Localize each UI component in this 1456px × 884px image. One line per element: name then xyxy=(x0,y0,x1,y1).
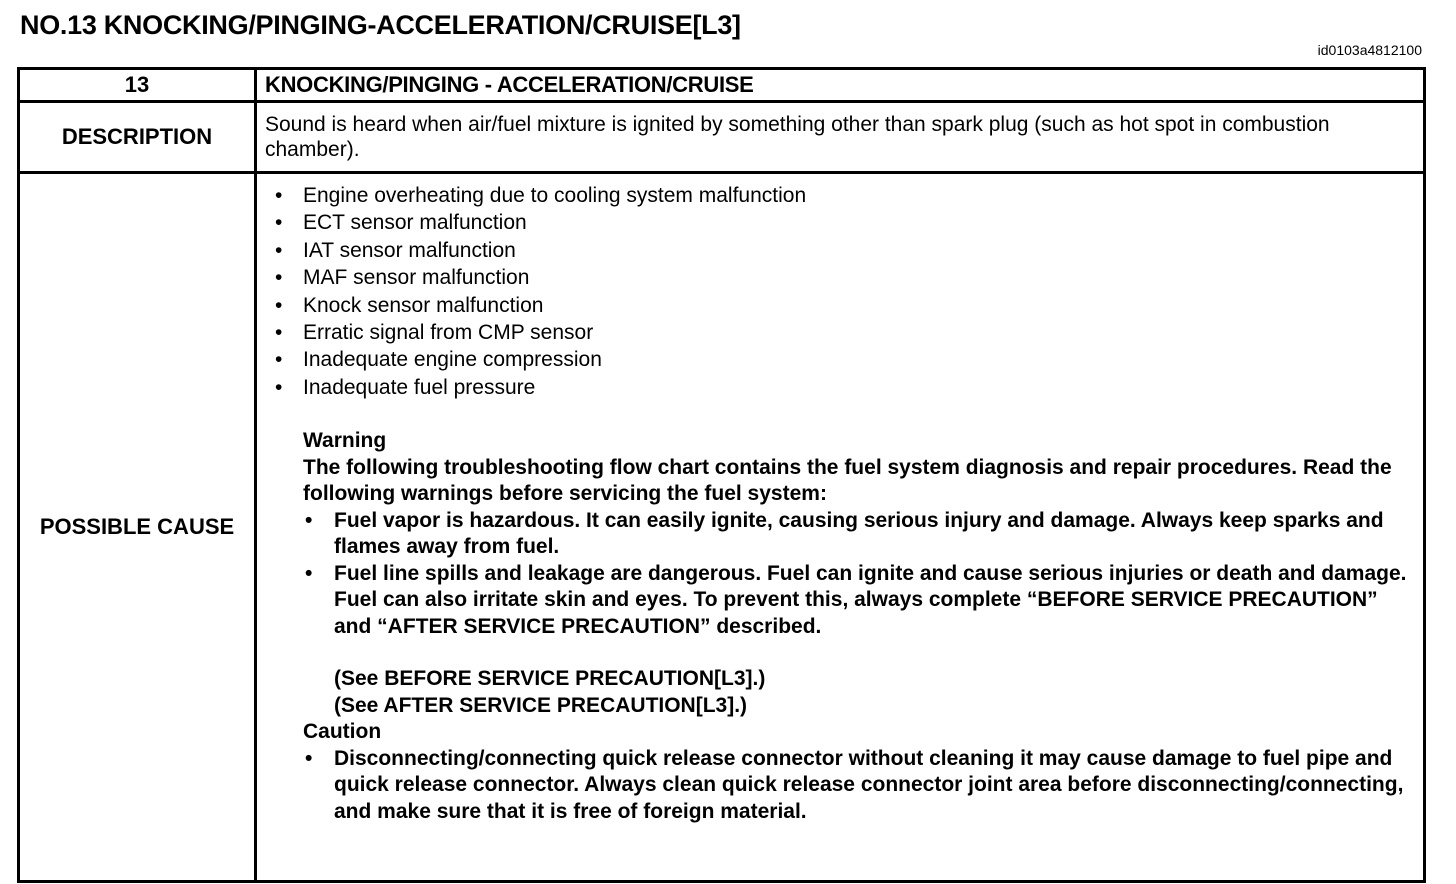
see-after-reference: (See AFTER SERVICE PRECAUTION[L3].) xyxy=(334,693,748,717)
caution-list xyxy=(303,746,1413,826)
possible-cause-content xyxy=(256,173,1425,882)
document-id: id0103a4812100 xyxy=(1317,42,1422,58)
warning-intro: The following troubleshooting flow chart contains the fuel system diagnosis and repair procedures. Read the following warnings before servicing the fuel system: xyxy=(303,455,1392,506)
description-text: Sound is heard when air/fuel mixture is ignited by something other than spark plug (such as hot spot in combustion chamber). xyxy=(256,102,1425,173)
cause-item: • Inadequate fuel pressure xyxy=(273,374,1413,401)
warning-block xyxy=(303,428,1413,825)
page-title: NO.13 KNOCKING/PINGING-ACCELERATION/CRUISE[L3] xyxy=(20,10,741,40)
symptom-title: KNOCKING/PINGING - ACCELERATION/CRUISE xyxy=(256,69,1425,102)
warning-item: • Fuel vapor is hazardous. It can easily ignite, causing serious injury and damage. Always keep sparks and flames away from fuel. xyxy=(303,508,1413,561)
cause-item: • IAT sensor malfunction xyxy=(273,237,1413,264)
warning-title: Warning xyxy=(303,429,387,453)
possible-cause-label: POSSIBLE CAUSE xyxy=(19,173,256,882)
cause-item: • ECT sensor malfunction xyxy=(273,209,1413,236)
see-references xyxy=(334,666,1413,719)
cause-item: • MAF sensor malfunction xyxy=(273,264,1413,291)
table-header-row xyxy=(19,69,1425,102)
diagnosis-table xyxy=(17,67,1423,883)
warning-list xyxy=(303,508,1413,641)
cause-item: • Erratic signal from CMP sensor xyxy=(273,319,1413,346)
cause-list xyxy=(273,182,1413,401)
symptom-number: 13 xyxy=(19,69,256,102)
cause-item: • Engine overheating due to cooling system malfunction xyxy=(273,182,1413,209)
diagnosis-table-grid xyxy=(17,67,1426,883)
possible-cause-row xyxy=(19,173,1425,882)
caution-item: • Disconnecting/connecting quick release connector without cleaning it may cause damage to fuel pipe and quick release connector. Always clean quick release connector joint area before disconnecting/connecting, and make sure that it is free of foreign material. xyxy=(303,746,1413,826)
cause-item: • Knock sensor malfunction xyxy=(273,292,1413,319)
see-before-reference: (See BEFORE SERVICE PRECAUTION[L3].) xyxy=(334,667,766,691)
warning-item: • Fuel line spills and leakage are dangerous. Fuel can ignite and cause serious injuries or death and damage. Fuel can also irritate skin and eyes. To prevent this, always complete “BEFORE SERVICE PRECAUTION” and “AFTER SERVICE PRECAUTION” described. xyxy=(303,561,1413,641)
caution-title: Caution xyxy=(303,720,382,744)
description-label: DESCRIPTION xyxy=(19,102,256,173)
cause-item: • Inadequate engine compression xyxy=(273,346,1413,373)
description-row xyxy=(19,102,1425,173)
